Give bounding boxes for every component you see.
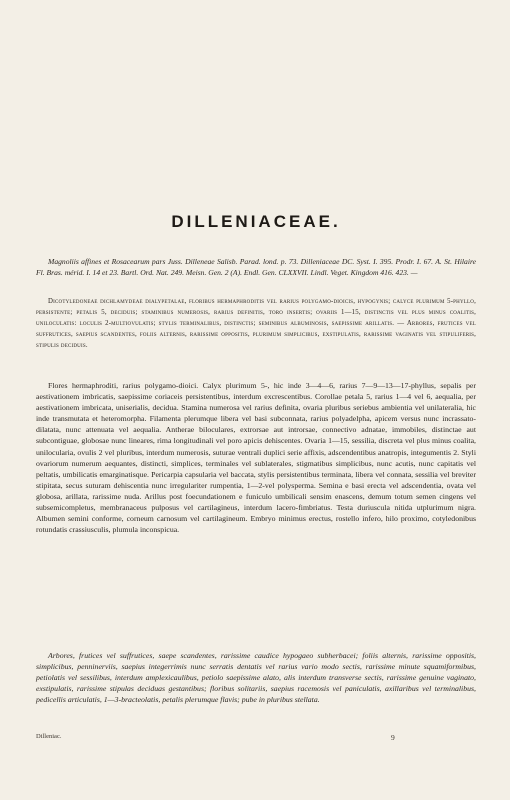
description-paragraph — [36, 380, 476, 535]
diagnostic-characters-text: Dicotyledoneae dichlamydeae dialypetalae, floribus hermaphroditis vel rarius polygamo-dioicis, hypogynis; calyce plurimum 5-phyllo, persistente; petalis 5, deciduis; staminibus numerosis, rarius definitis, toro insertis; ovariis 1—15, distinctis vel plus minus coalitis, uniloculatis: loculis 2-multiovulatis; stylis terminalibus, distinctis; seminibus albuminosis, saepissime arillatis. — Arbores, frutices vel suffrutices, saepius scandentes, foliis alternis, rarissime oppositis, plurimum simplicibus, exstipulatis, rarissime vaginatis vel stipuliferis, stipulis deciduis. — [36, 298, 476, 349]
synonymy-text: Magnoliis affines et Rosacearum pars Juss. Dilleneae Salisb. Parad. lond. p. 73. Dilleniaceae DC. Syst. I. 395. Prodr. I. 67. A. St. Hilaire Fl. Bras. mérid. I. 14 et 23. Bartl. Ord. Nat. 249. Meisn. Gen. 2 (A). Endl. Gen. CLXXVII. Lindl. Veget. Kingdom 416. 423. — — [36, 257, 476, 277]
habit-text: Arbores, frutices vel suffrutices, saepe scandentes, rarissime caudice hypogaeo subherbacei; foliis alternis, rarissime oppositis, simplicibus, penninerviis, saepius integerrimis nunc serratis dentatis vel rarius vario modo sectis, rarissime minute squamiformibus, petiolatis vel sessilibus, interdum amplexicaulibus, petiolo saepissime alato, alis interdum transverse sectis, rarissime genuine vaginato, exstipulatis, rarissime stipulas deciduas gestantibus; floribus solitariis, saepius racemosis vel paniculatis, axillaribus vel terminalibus, pedicellis articulatis, 1—3-bracteolatis, petalis plerumque flavis; pube in pluribus stellata. — [36, 651, 476, 705]
signature-mark: Dilleniac. — [36, 733, 62, 740]
synonymy-paragraph — [36, 256, 476, 278]
page-number: 9 — [391, 733, 395, 742]
diagnostic-characters-paragraph — [36, 296, 476, 351]
habit-paragraph — [36, 650, 476, 705]
description-text: Flores hermaphroditi, rarius polygamo-dioici. Calyx plurimum 5-, hic inde 3—4—6, rarius 7—9—13—17-phyllus, sepalis per aestivationem imbricatis, saepissime coriaceis persistentibus, interdum excrescentibus. Corollae petala 5, rarius 1—4 vel 6, aequalia, per aestivationem imbricata, uniserialis, decidua. Stamina numerosa vel rarius definita, ovaria pluribus seriebus ambientia vel unilateralia, hic inde transmutata et heteromorpha. Filamenta plerumque libera vel basi subconnata, rarius polyadelpha, apicem versus nunc incrassato-dilatata, nunc attenuata vel aequalia. Antherae biloculares, extrorsae aut introrsae, connectivo adnatae, immobiles, distinctae aut subcontiguae, globosae nunc lineares, rima longitudinali vel poro apicis dehiscentes. Ovaria 1—15, sessilia, discreta vel plus minus coalita, unilocularia, ovulis 2 vel pluribus, interdum numerosis, suturae ventrali duplici serie affixis, adscendentibus anatropis, integumentis 2. Styli ovariorum numerum aequantes, distincti, simplices, terminales vel sublaterales, stigmatibus simplicibus, nunc acutis, nunc capitatis vel peltatis, umbilicatis emarginatisque. Pericarpia capsularia vel baccata, stylis persistentibus terminata, libera vel connata, sessilia vel breviter stipitata, secus suturam dehiscentia nunc irregulariter rumpentia, 1—2-vel polysperma. Semina e basi erecta vel adscendentia, ovata vel globosa, arillata, rarissime nuda. Arillus post foecundationem e funiculo umbilicali sensim enascens, demum totum semen cingens vel subsemicompletus, membranaceus pulposus vel cartilagineus, interdum lacero-fimbriatus. Testa duriuscula nitida utplurimum nigra. Albumen semini conforme, corneum carnosum vel cartilagineum. Embryo minimus erectus, rostello infero, hilo proximo, cotyledonibus rotundatis crassiusculis, plumula inconspicua. — [36, 381, 476, 535]
page-title: DILLENIACEAE. — [171, 212, 341, 231]
